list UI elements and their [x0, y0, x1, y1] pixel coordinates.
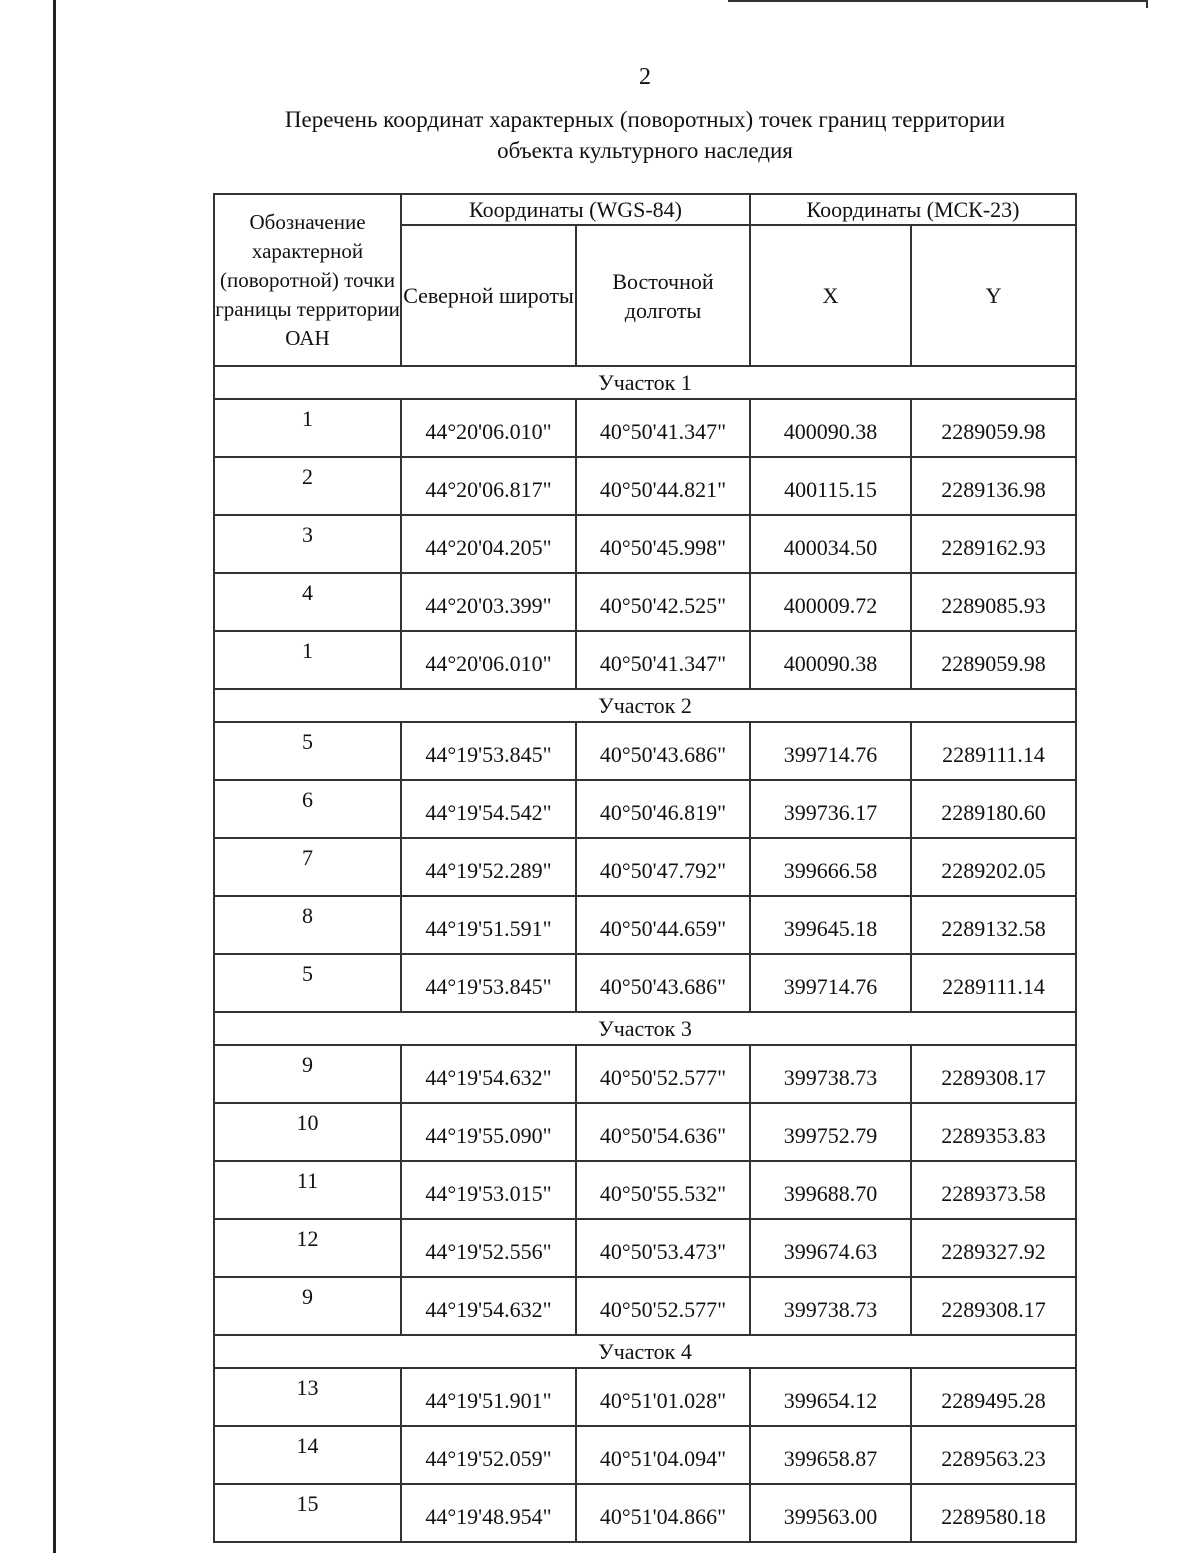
longitude-cell: 40°51'04.866" — [576, 1484, 750, 1542]
scan-edge-top — [728, 0, 1148, 2]
longitude-cell: 40°50'54.636" — [576, 1103, 750, 1161]
x-coordinate-cell: 399658.87 — [750, 1426, 911, 1484]
table-row — [214, 515, 1076, 573]
latitude-cell: 44°19'53.845" — [401, 722, 576, 780]
header-latitude: Северной широты — [401, 225, 576, 366]
table-row — [214, 780, 1076, 838]
point-number-cell: 13 — [214, 1368, 401, 1426]
section-title: Участок 2 — [214, 689, 1076, 722]
longitude-cell: 40°50'42.525" — [576, 573, 750, 631]
x-coordinate-cell: 399738.73 — [750, 1277, 911, 1335]
point-number-cell: 6 — [214, 780, 401, 838]
table-row — [214, 1045, 1076, 1103]
point-number-cell: 7 — [214, 838, 401, 896]
document-title-line-2: объекта культурного наследия — [497, 138, 793, 163]
latitude-cell: 44°19'54.632" — [401, 1045, 576, 1103]
section-title: Участок 4 — [214, 1335, 1076, 1368]
table-row — [214, 838, 1076, 896]
y-coordinate-cell: 2289111.14 — [911, 954, 1076, 1012]
table-row — [214, 1277, 1076, 1335]
longitude-cell: 40°50'43.686" — [576, 722, 750, 780]
point-number-cell: 4 — [214, 573, 401, 631]
latitude-cell: 44°19'51.901" — [401, 1368, 576, 1426]
latitude-cell: 44°19'52.556" — [401, 1219, 576, 1277]
y-coordinate-cell: 2289373.58 — [911, 1161, 1076, 1219]
x-coordinate-cell: 400090.38 — [750, 399, 911, 457]
point-number-cell: 9 — [214, 1045, 401, 1103]
latitude-cell: 44°19'51.591" — [401, 896, 576, 954]
longitude-cell: 40°50'52.577" — [576, 1277, 750, 1335]
x-coordinate-cell: 399654.12 — [750, 1368, 911, 1426]
section-row — [214, 689, 1076, 722]
latitude-cell: 44°20'06.817" — [401, 457, 576, 515]
x-coordinate-cell: 399674.63 — [750, 1219, 911, 1277]
latitude-cell: 44°20'03.399" — [401, 573, 576, 631]
point-number-cell: 11 — [214, 1161, 401, 1219]
longitude-cell: 40°51'04.094" — [576, 1426, 750, 1484]
scan-edge-right — [1146, 0, 1148, 8]
x-coordinate-cell: 399666.58 — [750, 838, 911, 896]
section-title: Участок 3 — [214, 1012, 1076, 1045]
x-coordinate-cell: 399688.70 — [750, 1161, 911, 1219]
point-number-cell: 14 — [214, 1426, 401, 1484]
point-number-cell: 1 — [214, 631, 401, 689]
point-number-cell: 9 — [214, 1277, 401, 1335]
document-title-line-1: Перечень координат характерных (поворотных) точек границ территории — [284, 107, 1006, 132]
table-row — [214, 954, 1076, 1012]
header-point-designation: Обозначение характерной (поворотной) точки границы территории ОАН — [214, 194, 401, 366]
latitude-cell: 44°19'52.289" — [401, 838, 576, 896]
latitude-cell: 44°19'54.632" — [401, 1277, 576, 1335]
section-row — [214, 366, 1076, 399]
table-row — [214, 1426, 1076, 1484]
scan-edge-left — [53, 0, 56, 1553]
header-msk23: Координаты (МСК-23) — [750, 194, 1076, 225]
x-coordinate-cell: 399714.76 — [750, 954, 911, 1012]
point-number-cell: 12 — [214, 1219, 401, 1277]
x-coordinate-cell: 399714.76 — [750, 722, 911, 780]
table-body — [214, 366, 1076, 1542]
point-number-cell: 2 — [214, 457, 401, 515]
latitude-cell: 44°20'04.205" — [401, 515, 576, 573]
longitude-cell: 40°50'45.998" — [576, 515, 750, 573]
longitude-cell: 40°50'55.532" — [576, 1161, 750, 1219]
longitude-cell: 40°50'44.659" — [576, 896, 750, 954]
latitude-cell: 44°19'55.090" — [401, 1103, 576, 1161]
latitude-cell: 44°20'06.010" — [401, 631, 576, 689]
point-number-cell: 10 — [214, 1103, 401, 1161]
table-header — [214, 194, 1076, 366]
table-row — [214, 1103, 1076, 1161]
longitude-cell: 40°50'43.686" — [576, 954, 750, 1012]
section-row — [214, 1335, 1076, 1368]
y-coordinate-cell: 2289495.28 — [911, 1368, 1076, 1426]
y-coordinate-cell: 2289563.23 — [911, 1426, 1076, 1484]
longitude-cell: 40°50'41.347" — [576, 399, 750, 457]
y-coordinate-cell: 2289136.98 — [911, 457, 1076, 515]
x-coordinate-cell: 399752.79 — [750, 1103, 911, 1161]
y-coordinate-cell: 2289085.93 — [911, 573, 1076, 631]
point-number-cell: 8 — [214, 896, 401, 954]
y-coordinate-cell: 2289308.17 — [911, 1277, 1076, 1335]
page-number: 2 — [639, 64, 651, 90]
longitude-cell: 40°50'52.577" — [576, 1045, 750, 1103]
y-coordinate-cell: 2289111.14 — [911, 722, 1076, 780]
longitude-cell: 40°50'53.473" — [576, 1219, 750, 1277]
point-number-cell: 5 — [214, 722, 401, 780]
point-number-cell: 5 — [214, 954, 401, 1012]
y-coordinate-cell: 2289580.18 — [911, 1484, 1076, 1542]
y-coordinate-cell: 2289202.05 — [911, 838, 1076, 896]
x-coordinate-cell: 400009.72 — [750, 573, 911, 631]
x-coordinate-cell: 399738.73 — [750, 1045, 911, 1103]
table-row — [214, 457, 1076, 515]
latitude-cell: 44°19'54.542" — [401, 780, 576, 838]
y-coordinate-cell: 2289353.83 — [911, 1103, 1076, 1161]
y-coordinate-cell: 2289059.98 — [911, 399, 1076, 457]
coordinates-table — [213, 193, 1077, 1543]
longitude-cell: 40°50'44.821" — [576, 457, 750, 515]
table-row — [214, 1484, 1076, 1542]
y-coordinate-cell: 2289180.60 — [911, 780, 1076, 838]
longitude-cell: 40°50'41.347" — [576, 631, 750, 689]
longitude-cell: 40°50'47.792" — [576, 838, 750, 896]
y-coordinate-cell: 2289162.93 — [911, 515, 1076, 573]
x-coordinate-cell: 400090.38 — [750, 631, 911, 689]
header-longitude: Восточной долготы — [576, 225, 750, 366]
latitude-cell: 44°19'53.015" — [401, 1161, 576, 1219]
y-coordinate-cell: 2289059.98 — [911, 631, 1076, 689]
table-row — [214, 1368, 1076, 1426]
header-y: Y — [911, 225, 1076, 366]
table-row — [214, 399, 1076, 457]
section-row — [214, 1012, 1076, 1045]
y-coordinate-cell: 2289327.92 — [911, 1219, 1076, 1277]
latitude-cell: 44°19'48.954" — [401, 1484, 576, 1542]
table-row — [214, 1219, 1076, 1277]
latitude-cell: 44°19'52.059" — [401, 1426, 576, 1484]
y-coordinate-cell: 2289132.58 — [911, 896, 1076, 954]
x-coordinate-cell: 399736.17 — [750, 780, 911, 838]
y-coordinate-cell: 2289308.17 — [911, 1045, 1076, 1103]
x-coordinate-cell: 399645.18 — [750, 896, 911, 954]
table-row — [214, 896, 1076, 954]
x-coordinate-cell: 399563.00 — [750, 1484, 911, 1542]
latitude-cell: 44°19'53.845" — [401, 954, 576, 1012]
point-number-cell: 15 — [214, 1484, 401, 1542]
document-title — [200, 104, 1090, 166]
table-row — [214, 573, 1076, 631]
latitude-cell: 44°20'06.010" — [401, 399, 576, 457]
table-row — [214, 1161, 1076, 1219]
longitude-cell: 40°50'46.819" — [576, 780, 750, 838]
table-row — [214, 722, 1076, 780]
point-number-cell: 3 — [214, 515, 401, 573]
header-wgs84: Координаты (WGS-84) — [401, 194, 750, 225]
section-title: Участок 1 — [214, 366, 1076, 399]
table-row — [214, 631, 1076, 689]
longitude-cell: 40°51'01.028" — [576, 1368, 750, 1426]
x-coordinate-cell: 400034.50 — [750, 515, 911, 573]
x-coordinate-cell: 400115.15 — [750, 457, 911, 515]
point-number-cell: 1 — [214, 399, 401, 457]
header-x: X — [750, 225, 911, 366]
